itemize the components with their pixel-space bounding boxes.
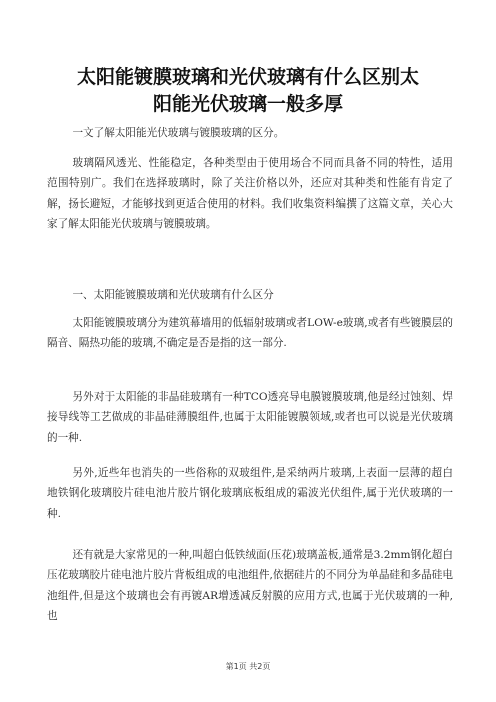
paragraph-intro: 一文了解太阳能光伏玻璃与镀膜玻璃的区分。 bbox=[72, 127, 285, 139]
paragraph-ultra-white-glass: 还有就是大家常见的一种,叫超白低铁绒面(压花)玻璃盖板,通常是3.2mm钢化超白压花玻璃胶片硅电池片胶片背板组成的电池组件,依据硅片的不同分为单晶硅和多晶硅电池组件,但是这个玻璃也会有再镀AR增透减反射膜的应用方式,也属于光伏玻璃的一种,也 bbox=[47, 549, 453, 623]
paragraph-tco-glass: 另外对于太阳能的非晶硅玻璃有一种TCO透亮导电膜镀膜玻璃,他是经过蚀刻、焊接导线等工艺做成的非晶硅薄膜组件,也属于太阳能镀膜领域,或者也可以说是光伏玻璃的一种. bbox=[47, 391, 453, 444]
document-title-line-2: 阳能光伏玻璃一般多厚 bbox=[152, 93, 343, 115]
page-footer: 第1页 共2页 bbox=[225, 662, 271, 671]
document-title-line-1: 太阳能镀膜玻璃和光伏玻璃有什么区别太 bbox=[76, 66, 419, 88]
paragraph-double-glass: 另外,近些年也消失的一些俗称的双玻组件,是采纳两片玻璃,上表面一层薄的超白地铁钢化玻璃胶片硅电池片胶片钢化玻璃底板组成的霜波光伏组件,属于光伏玻璃的一种. bbox=[47, 467, 453, 520]
paragraph-overview: 玻璃隔风透光、性能稳定，各种类型由于使用场合不同而具备不同的特性，适用范围特别广。我们在选择玻璃时，除了关注价格以外，还应对其种类和性能有肯定了解，扬长避短，才能够找到更适合使用的材料。我们收集资料编撰了这篇文章，关心大家了解太阳能光伏玻璃与镀膜玻璃。 bbox=[47, 157, 453, 231]
section-heading-1: 一、太阳能镀膜玻璃和光伏玻璃有什么区分 bbox=[72, 289, 274, 301]
paragraph-coated-glass: 太阳能镀膜玻璃分为建筑幕墙用的低辐射玻璃或者LOW-e玻璃,或者有些镀膜层的隔音、隔热功能的玻璃,不确定是否是指的这一部分. bbox=[47, 317, 453, 350]
